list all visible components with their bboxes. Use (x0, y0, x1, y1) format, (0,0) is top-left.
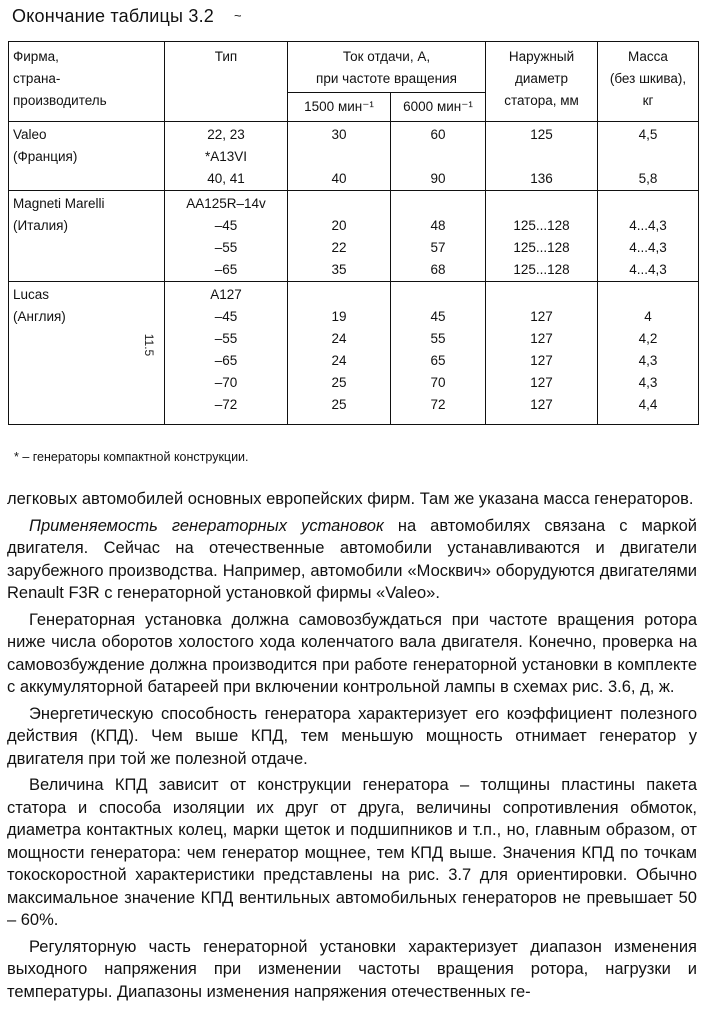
cell-line (395, 193, 481, 215)
cell-line: 4...4,3 (629, 240, 667, 255)
cell-line (292, 193, 386, 215)
cell-line: 136 (530, 171, 553, 186)
header-current (288, 42, 486, 93)
cell-current-1500 (288, 282, 391, 425)
header-mass (598, 42, 699, 122)
cell-line: 40 (331, 171, 347, 186)
cell-line: 65 (430, 353, 446, 368)
cell-line: –65 (214, 262, 238, 277)
header-rpm-6000: 6000 мин⁻¹ (391, 93, 486, 122)
cell-line: 24 (331, 353, 347, 368)
cell-line: 45 (430, 309, 446, 324)
cell-line: производитель (13, 93, 107, 108)
cell-current-6000 (391, 122, 486, 191)
cell-line: (без шкива), (609, 71, 687, 86)
caption-text: Окончание таблицы 3.2 (12, 6, 215, 26)
cell-line: 127 (530, 397, 553, 412)
cell-line: 25 (331, 375, 347, 390)
table-row-magneti-marelli (9, 191, 699, 282)
cell-line: AA125R–14v (186, 196, 266, 211)
cell-line: 127 (530, 309, 553, 324)
cell-line: Фирма, (13, 49, 59, 64)
cell-line: 20 (331, 218, 347, 233)
cell-line (490, 193, 593, 215)
cell-diameter (486, 122, 598, 191)
cell-line: диаметр (515, 71, 568, 86)
cell-line: 30 (331, 127, 347, 142)
paragraph: Величина КПД зависит от конструкции генератора – толщины пластины пакета статора и способа изоляции их друг от друга, величины сопротивления обмоток, диаметра контактных колец, марки щеток и подшипников и т.п., но, главным образом, от мощности генератора: чем генератор мощнее, тем КПД выше. Значения КПД по точкам токоскоростной характеристики представлены на рис. 3.7 для ориентировки. Обычно максимальное значение КПД вентильных автомобильных генераторов не превышает 50 – 60%. (7, 776, 697, 929)
cell-line: 4...4,3 (629, 218, 667, 233)
cell-line: 48 (430, 218, 446, 233)
paragraph (7, 515, 697, 605)
generator-spec-table (8, 41, 699, 425)
table-caption (12, 6, 242, 27)
cell-firm (9, 282, 165, 425)
cell-line: Valeo (13, 127, 47, 142)
cell-line: 55 (430, 331, 446, 346)
cell-line: 125...128 (513, 218, 570, 233)
cell-line: 60 (430, 127, 446, 142)
cell-firm (9, 122, 165, 191)
cell-line: 22 (331, 240, 347, 255)
header-diameter (486, 42, 598, 122)
cell-line (602, 284, 694, 306)
cell-line: –70 (214, 375, 238, 390)
paragraph: Энергетическую способность генератора характеризует его коэффициент полезного действия (КПД). Чем выше КПД, тем меньшую мощность отнимает генератор у двигателя при той же полезной отдаче. (7, 704, 697, 768)
cell-diameter (486, 282, 598, 425)
cell-line: Ток отдачи, А, (342, 49, 431, 64)
cell-line: 19 (331, 309, 347, 324)
cell-line: –72 (214, 397, 238, 412)
header-type: Тип (165, 42, 288, 122)
cell-line: страна- (13, 71, 61, 86)
cell-line: 24 (331, 331, 347, 346)
cell-line: 5,8 (638, 171, 658, 186)
cell-types (165, 122, 288, 191)
cell-line: 25 (331, 397, 347, 412)
cell-line: кг (642, 93, 654, 108)
cell-line: *A13VI (204, 149, 248, 164)
cell-line: 68 (430, 262, 446, 277)
cell-types (165, 191, 288, 282)
cell-line: 127 (530, 331, 553, 346)
cell-line: 70 (430, 375, 446, 390)
cell-line: 4,3 (638, 353, 658, 368)
cell-line: при частоте вращения (316, 71, 457, 86)
paragraph: Генераторная установка должна самовозбуждаться при частоте вращения ротора ниже числа оборотов холостого хода коленчатого вала двигателя. Конечно, проверка на самовозбуждение должна производится при работе генераторной установки в комплекте с аккумуляторной батареей при включении контрольной лампы в схемах рис. 3.6, д, ж. (7, 610, 697, 696)
cell-line: –45 (214, 309, 238, 324)
cell-line: 125...128 (513, 262, 570, 277)
cell-line: 4,5 (638, 127, 658, 142)
cell-line: –55 (214, 240, 238, 255)
cell-line: A127 (210, 287, 242, 302)
cell-line (395, 284, 481, 306)
cell-mass (598, 191, 699, 282)
cell-line: 90 (430, 171, 446, 186)
cell-types (165, 282, 288, 425)
cell-mass (598, 282, 699, 425)
cell-line (292, 284, 386, 306)
cell-line: –45 (214, 218, 238, 233)
paragraph-text: на автомобилях связана с маркой двигателя. Сейчас на отечественные автомобили устанавливаются и двигатели зарубежного производства. Например, автомобили «Москвич» оборудуются двигателями Renault F3R с генераторной установкой фирмы «Valeo». (7, 516, 697, 602)
margin-handwritten-mark: 11.5 (142, 333, 157, 357)
table-footnote: * – генераторы компактной конструкции. (14, 450, 249, 464)
cell-current-1500 (288, 122, 391, 191)
table-row-lucas (9, 282, 699, 425)
cell-line: 40, 41 (207, 171, 245, 186)
cell-line (395, 146, 481, 168)
cell-line: 125 (530, 127, 553, 142)
table-row-valeo (9, 122, 699, 191)
cell-line: Magneti Marelli (13, 196, 105, 211)
cell-line: –55 (214, 331, 238, 346)
cell-line: (Италия) (13, 218, 68, 233)
cell-line (602, 193, 694, 215)
cell-line: Масса (628, 49, 668, 64)
caption-handwritten-mark: ~ (234, 8, 242, 23)
cell-line: 72 (430, 397, 446, 412)
cell-current-1500 (288, 191, 391, 282)
cell-current-6000 (391, 191, 486, 282)
cell-firm (9, 191, 165, 282)
paragraph: легковых автомобилей основных европейских фирм. Там же указана масса генераторов. (7, 490, 694, 508)
cell-line: Lucas (13, 287, 50, 302)
cell-line: 57 (430, 240, 446, 255)
cell-line: 4,2 (638, 331, 658, 346)
paragraph-emphasis: Применяемость генераторных установок (29, 516, 384, 535)
paragraph: Регуляторную часть генераторной установки характеризует диапазон изменения выходного напряжения при изменении частоты вращения ротора, нагрузки и температуры. Диапазоны изменения напряжения отечественных ге- (7, 937, 697, 1001)
cell-line: 4 (644, 309, 652, 324)
cell-line: 4,4 (638, 397, 658, 412)
cell-line: статора, мм (504, 93, 579, 108)
cell-diameter (486, 191, 598, 282)
cell-line: 125...128 (513, 240, 570, 255)
header-rpm-1500: 1500 мин⁻¹ (288, 93, 391, 122)
cell-line: (Англия) (13, 309, 66, 324)
cell-line (292, 146, 386, 168)
cell-line: 127 (530, 353, 553, 368)
cell-line (490, 284, 593, 306)
cell-line: 22, 23 (207, 127, 245, 142)
cell-mass (598, 122, 699, 191)
cell-line: Наружный (508, 49, 575, 64)
body-text (7, 488, 697, 1007)
cell-line: –65 (214, 353, 238, 368)
cell-line: 4...4,3 (629, 262, 667, 277)
cell-line: (Франция) (13, 149, 78, 164)
cell-current-6000 (391, 282, 486, 425)
cell-line: 4,3 (638, 375, 658, 390)
cell-line: 127 (530, 375, 553, 390)
cell-line (490, 146, 593, 168)
cell-line (602, 146, 694, 168)
cell-line: 35 (331, 262, 347, 277)
header-firm (9, 42, 165, 122)
